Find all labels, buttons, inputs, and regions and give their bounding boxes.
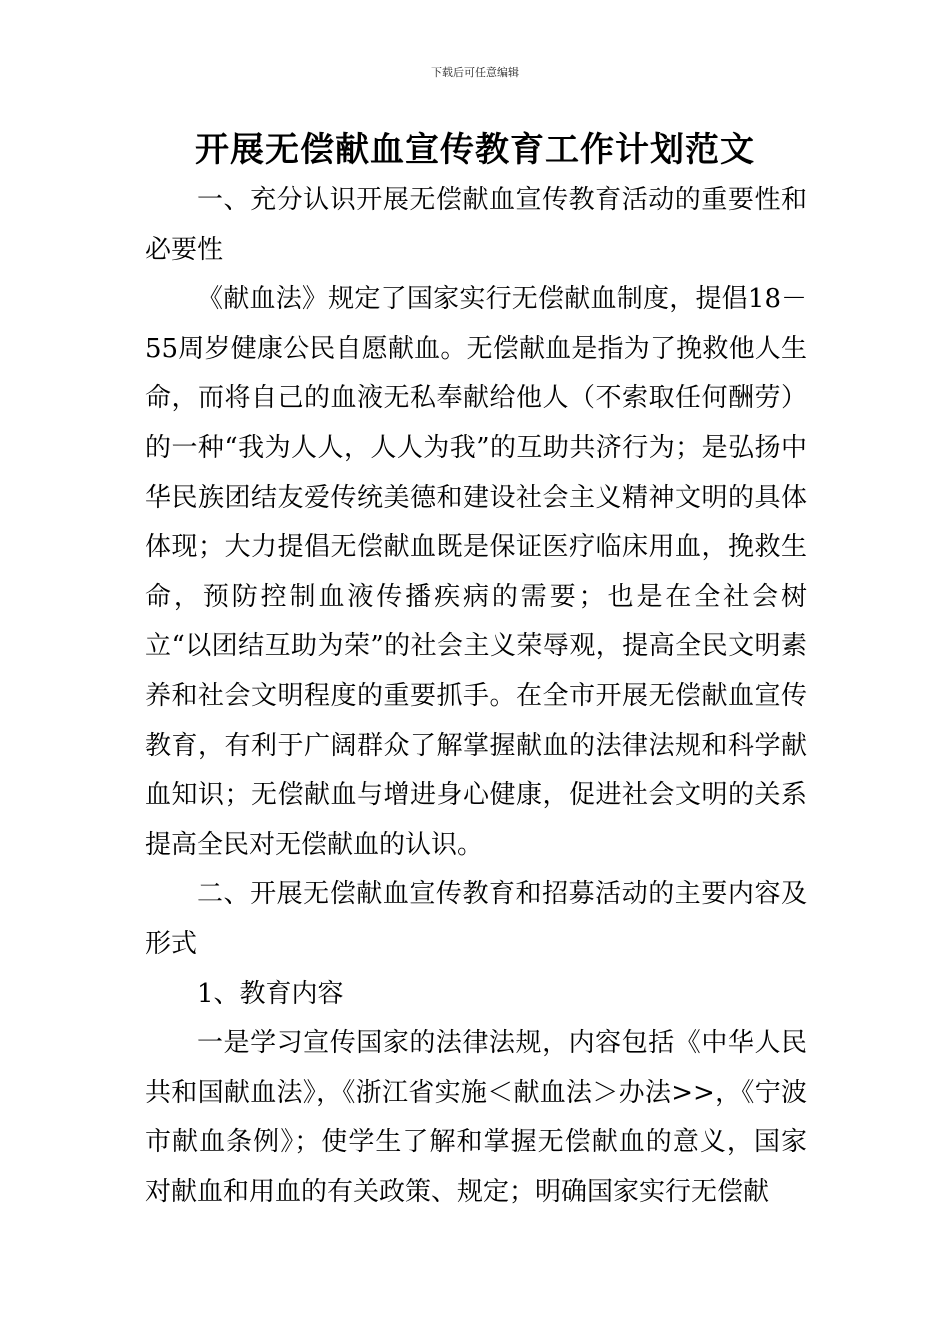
document-title: 开展无偿献血宣传教育工作计划范文: [195, 130, 755, 170]
paragraph-laws: 一是学习宣传国家的法律法规，内容包括《中华人民共和国献血法》，《浙江省实施＜献血法＞办法>>，《宁波市献血条例》；使学生了解和掌握无偿献血的意义，国家对献血和用血的有关政策、规定；明确国家实行无偿献: [145, 1028, 807, 1207]
section-heading-1: 一、充分认识开展无偿献血宣传教育活动的重要性和必要性: [145, 185, 807, 265]
section-heading-2: 二、开展无偿献血宣传教育和招募活动的主要内容及形式: [145, 879, 807, 959]
paragraph-blood-law: 《献血法》规定了国家实行无偿献血制度，提倡18－55周岁健康公民自愿献血。无偿献血是指为了挽救他人生命，而将自己的血液无私奉献给他人（不索取任何酬劳）的一种“我为人人，人人为我”的互助共济行为；是弘扬中华民族团结友爱传统美德和建设社会主义精神文明的具体体现；大力提倡无偿献血既是保证医疗临床用血，挽救生命，预防控制血液传播疾病的需要；也是在全社会树立“以团结互助为荣”的社会主义荣辱观，提高全民文明素养和社会文明程度的重要抓手。在全市开展无偿献血宣传教育，有利于广阔群众了解掌握献血的法律法规和科学献血知识；无偿献血与增进身心健康，促进社会文明的关系提高全民对无偿献血的认识。: [145, 284, 807, 860]
document-body: [145, 176, 807, 1217]
header-note: 下载后可任意编辑: [431, 66, 519, 79]
subsection-heading-education: 1、教育内容: [197, 978, 344, 1009]
